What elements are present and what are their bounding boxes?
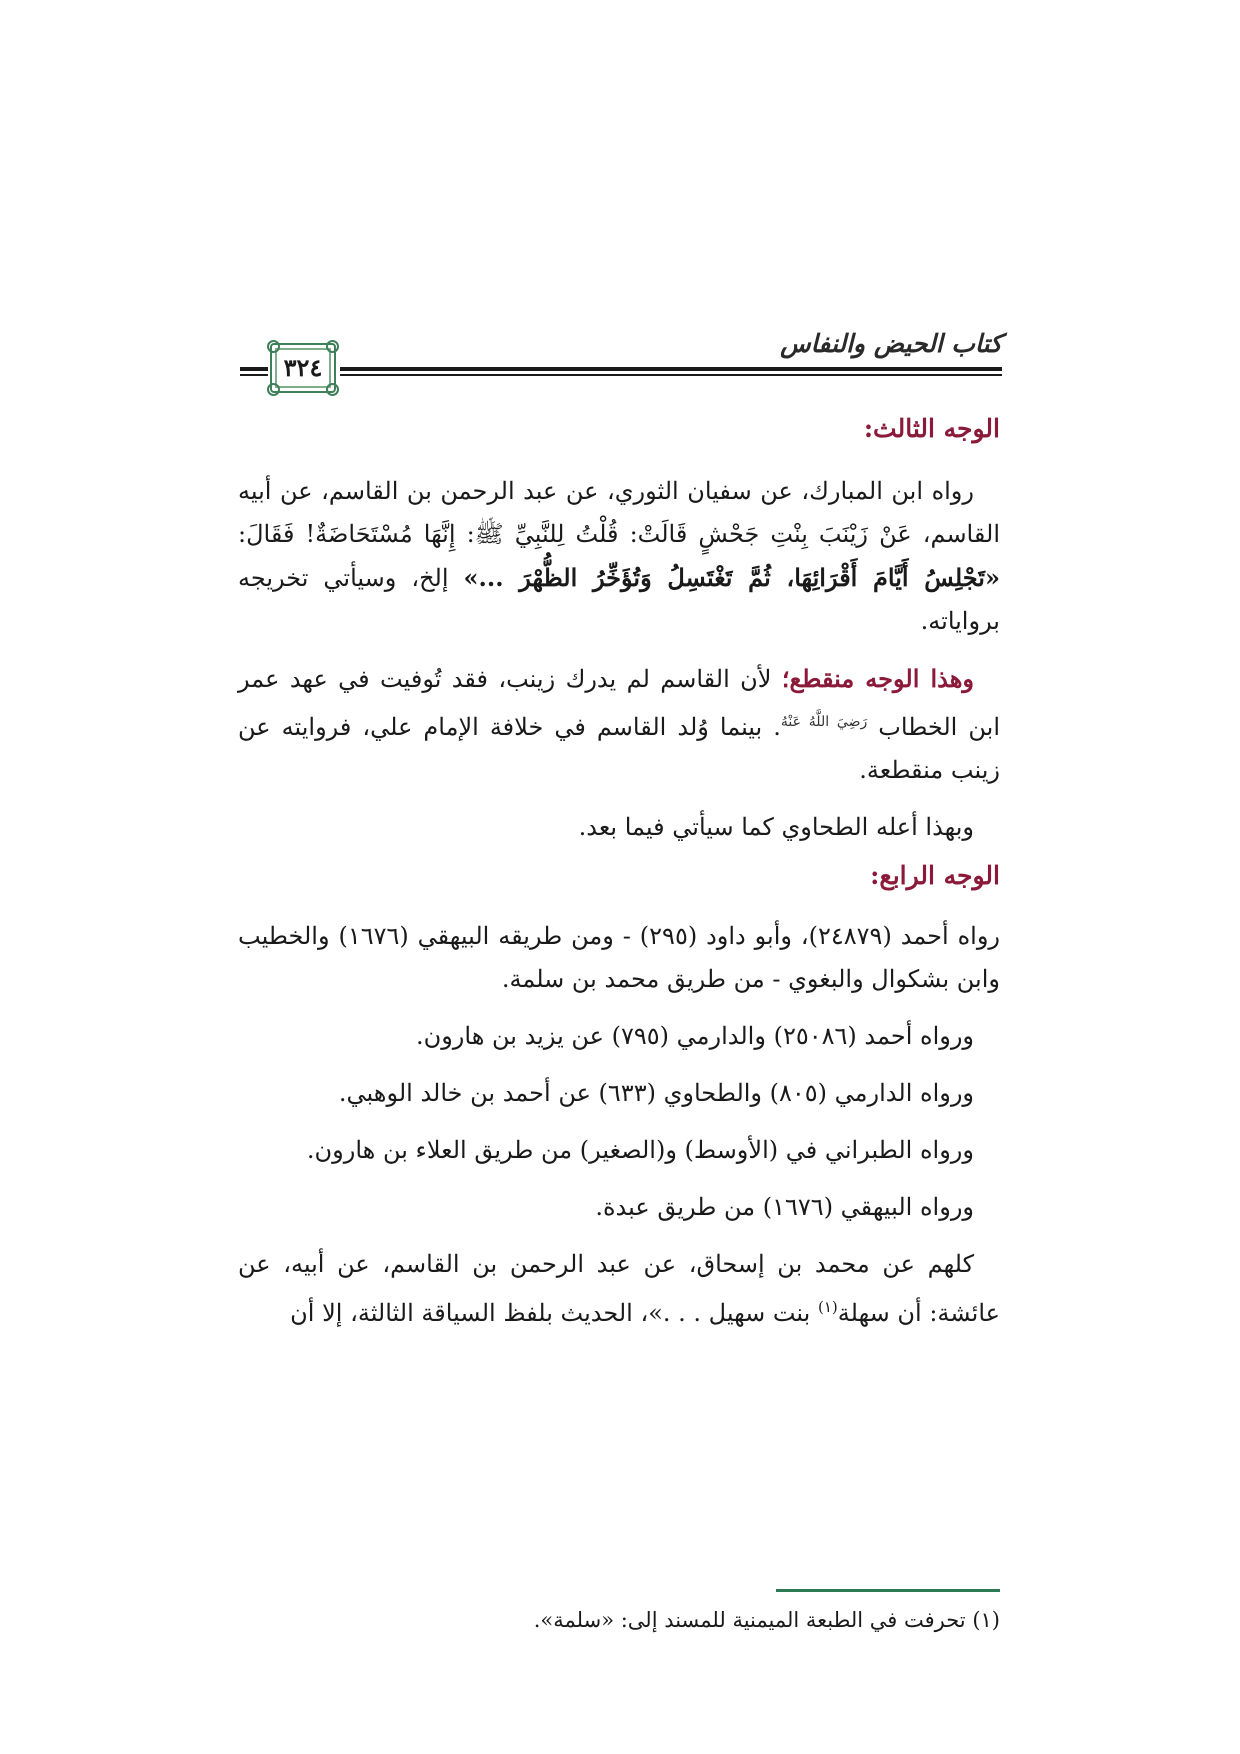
paragraph-text: بنت سهيل . . .»، الحديث بلفظ السياقة الثالثة، إلا أن bbox=[290, 1299, 811, 1327]
header-rule-stub-thin bbox=[240, 374, 268, 376]
paragraph: رواه أحمد (٢٤٨٧٩)، وأبو داود (٢٩٥) - ومن طريقه البيهقي (١٦٧٦) والخطيب وابن بشكوال والبغوي - من طريق محمد بن سلمة. bbox=[238, 922, 1000, 993]
paragraph: ورواه الدارمي (٨٠٥) والطحاوي (٦٣٣) عن أحمد بن خالد الوهبي. bbox=[338, 1079, 974, 1107]
ornament-icon bbox=[267, 383, 280, 396]
section-heading-third: الوجه الثالث: bbox=[863, 414, 1000, 443]
page-number: ٣٢٤ bbox=[283, 353, 323, 382]
paragraph bbox=[238, 470, 1000, 643]
page-number-badge bbox=[270, 343, 336, 393]
hadith-quote: «تَجْلِسُ أَيَّامَ أَقْرَائِهَا، ثُمَّ تَغْتَسِلُ وَتُؤَخِّرُ الظُّهْرَ ...» bbox=[463, 563, 1000, 592]
main-text bbox=[238, 410, 1000, 1335]
footnote: (١) تحرفت في الطبعة الميمنية للمسند إلى: «سلمة». bbox=[533, 1608, 1000, 1632]
emphasis-text: وهذا الوجه منقطع؛ bbox=[781, 664, 974, 693]
honorific-glyph: رَضِيَ اللَّهُ عَنْهُ bbox=[780, 714, 868, 730]
paragraph-text: إلخ، وسيأتي تخريجه برواياته. bbox=[238, 564, 1000, 635]
paragraph-text: لأن القاسم لم يدرك زينب، فقد تُوفيت في عهد عمر ابن الخطاب bbox=[238, 665, 1000, 741]
book-title: كتاب الحيض والنفاس bbox=[780, 329, 1002, 358]
paragraph bbox=[238, 1243, 1000, 1335]
footnote-marker: (١) bbox=[818, 1298, 838, 1316]
paragraph-text: . بينما وُلد القاسم في خلافة الإمام علي، فروايته عن زينب منقطعة. bbox=[238, 713, 1000, 784]
paragraph: ورواه الطبراني في (الأوسط) و(الصغير) من طريق العلاء بن هارون. bbox=[306, 1136, 974, 1164]
paragraph-text: كلهم عن محمد بن إسحاق، عن عبد الرحمن بن القاسم، عن أبيه، عن عائشة: أن سهلة bbox=[238, 1250, 1000, 1327]
header-rule-stub bbox=[240, 367, 268, 371]
paragraph: ورواه البيهقي (١٦٧٦) من طريق عبدة. bbox=[595, 1193, 974, 1221]
header-rule-thin bbox=[340, 374, 1002, 376]
paragraph: ورواه أحمد (٢٥٠٨٦) والدارمي (٧٩٥) عن يزيد بن هارون. bbox=[415, 1022, 974, 1050]
section-heading-fourth: الوجه الرابع: bbox=[870, 861, 1000, 890]
paragraph-text: رواه ابن المبارك، عن سفيان الثوري، عن عبد الرحمن بن القاسم، عن أبيه القاسم، عَنْ زَيْنَبَ بِنْتِ جَحْشٍ قَالَتْ: قُلْتُ لِلنَّبِيِّ ﷺ: إِنَّهَا مُسْتَحَاضَةٌ! فَقَالَ: bbox=[238, 477, 1000, 548]
ornament-icon bbox=[267, 340, 280, 353]
paragraph: وبهذا أعله الطحاوي كما سيأتي فيما بعد. bbox=[578, 813, 974, 841]
header-rule-thick bbox=[340, 367, 1002, 371]
ornament-icon bbox=[326, 383, 339, 396]
footnote-divider bbox=[776, 1589, 1000, 1592]
ornament-icon bbox=[326, 340, 339, 353]
paragraph bbox=[238, 657, 1000, 792]
running-header bbox=[240, 325, 1002, 382]
